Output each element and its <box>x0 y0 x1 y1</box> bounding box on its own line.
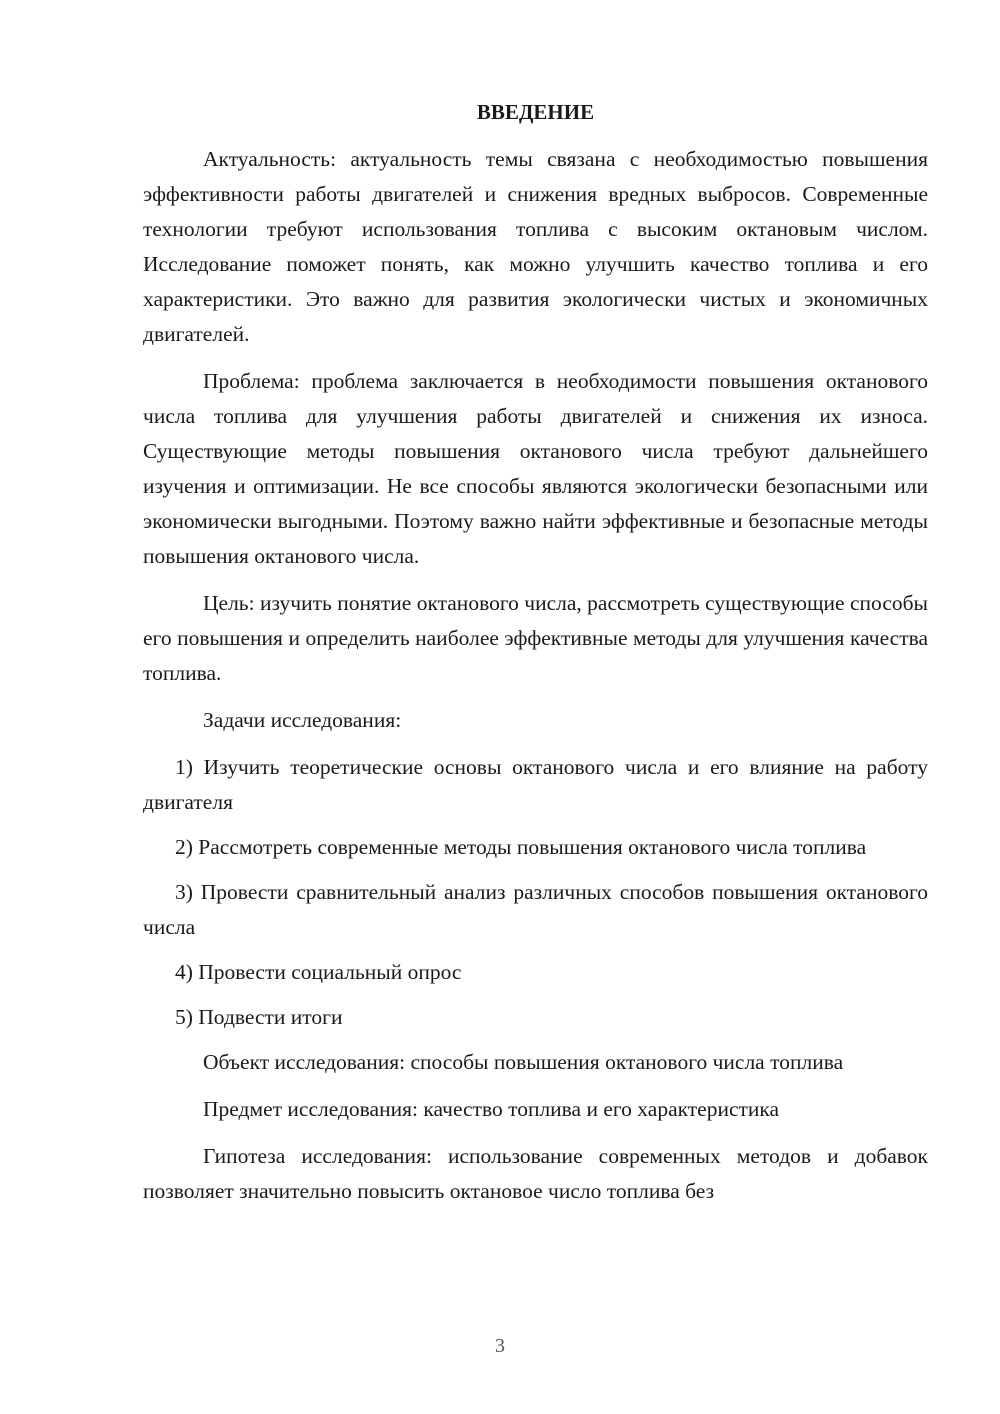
task-item-1: 1) Изучить теоретические основы октанового числа и его влияние на работу двигателя <box>143 755 928 814</box>
hypothesis-paragraph: Гипотеза исследования: использование современных методов и добавок позволяет значительно повысить октановое число топлива без <box>143 1144 928 1203</box>
section-title: ВВЕДЕНИЕ <box>476 100 595 124</box>
problem-paragraph: Проблема: проблема заключается в необходимости повышения октанового числа топлива для улучшения работы двигателей и снижения их износа. Существующие методы повышения октанового числа требуют дальнейшего изучения и оптимизации. Не все способы являются экологически безопасными или экономически выгодными. Поэтому важно найти эффективные и безопасные методы повышения октанового числа. <box>143 369 928 568</box>
subject-paragraph: Предмет исследования: качество топлива и его характеристика <box>203 1097 780 1121</box>
relevance-paragraph: Актуальность: актуальность темы связана с необходимостью повышения эффективности работы двигателей и снижения вредных выбросов. Современные технологии требуют использования топлива с высоким октановым числом. Исследование поможет понять, как можно улучшить качество топлива и его характеристики. Это важно для развития экологически чистых и экономичных двигателей. <box>143 147 928 346</box>
object-paragraph: Объект исследования: способы повышения октанового числа топлива <box>203 1050 844 1074</box>
task-item-4: 4) Провести социальный опрос <box>175 960 462 984</box>
page-number: 3 <box>495 1335 505 1357</box>
goal-paragraph: Цель: изучить понятие октанового числа, рассмотреть существующие способы его повышения и определить наиболее эффективные методы для улучшения качества топлива. <box>143 591 928 685</box>
task-item-3: 3) Провести сравнительный анализ различных способов повышения октанового числа <box>143 880 928 939</box>
tasks-heading: Задачи исследования: <box>203 708 402 732</box>
task-item-5: 5) Подвести итоги <box>175 1005 343 1029</box>
task-item-2: 2) Рассмотреть современные методы повышения октанового числа топлива <box>175 835 867 859</box>
document-page <box>143 95 928 1221</box>
